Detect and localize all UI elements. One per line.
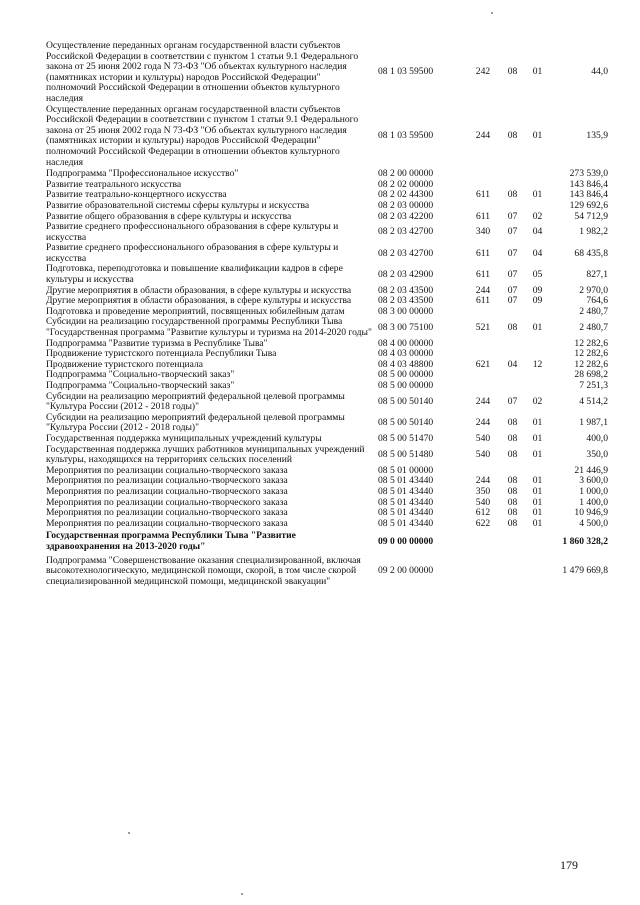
scan-speck — [241, 893, 243, 895]
row-expense-type: 244 — [475, 284, 491, 296]
row-description: Другие мероприятия в области образования, в сфере культуры и искусства — [46, 295, 352, 307]
row-amount: 400,0 — [586, 432, 608, 444]
row-target-code: 08 2 03 43500 — [378, 284, 434, 296]
row-subsection: 01 — [532, 496, 543, 508]
row-expense-type: 521 — [475, 321, 491, 333]
row-expense-type: 540 — [475, 432, 491, 444]
row-section: 04 — [507, 358, 518, 370]
row-subsection: 04 — [532, 247, 543, 259]
row-subsection — [525, 168, 550, 180]
row-description: Мероприятия по реализации социально-творческого заказа — [46, 475, 288, 487]
row-target-code: 09 0 00 00000 — [378, 535, 434, 547]
row-description: Осуществление переданных органам государственной власти субъектов Российской Федерации в соответствии с пунктом 1 статьи 9.1 Федерального закона от 25 июня 2002 года N 73-ФЗ "Об объектах культурного наследия (памятниках истории и культуры) народов Российской Федерации" полномочий Российской Федерации в отношении объектов культурного наследия — [46, 103, 359, 168]
row-subsection: 01 — [532, 448, 543, 460]
row-section — [500, 201, 525, 212]
row-amount: 2 970,0 — [579, 284, 608, 296]
row-description: Мероприятия по реализации социально-творческого заказа — [46, 517, 288, 529]
row-description: Развитие среднего профессионального образования в сфере культуры и искусства — [46, 242, 339, 264]
row-expense-type: 611 — [475, 247, 491, 259]
row-amount: 827,1 — [586, 268, 608, 280]
page-number: 179 — [560, 858, 578, 872]
row-expense-type: 611 — [475, 295, 491, 307]
row-target-code: 08 2 00 00000 — [378, 168, 434, 180]
row-section — [500, 529, 525, 552]
row-description: Мероприятия по реализации социально-творческого заказа — [46, 485, 288, 497]
row-description: Развитие театрального искусства — [46, 178, 182, 190]
row-description: Мероприятия по реализации социально-творческого заказа — [46, 507, 288, 519]
row-expense-type: 612 — [475, 507, 491, 519]
row-description: Другие мероприятия в области образования, в сфере культуры и искусства — [46, 284, 352, 296]
row-description: Осуществление переданных органам государственной власти субъектов Российской Федерации в соответствии с пунктом 1 статьи 9.1 Федерального закона от 25 июня 2002 года N 73-ФЗ "Об объектах культурного наследия (памятниках истории и культуры) народов Российской Федерации" полномочий Российской Федерации в отношении объектов культурного наследия — [46, 40, 359, 104]
row-section — [500, 381, 525, 392]
row-section: 08 — [507, 432, 518, 444]
row-amount: 1 987,1 — [579, 417, 608, 429]
row-target-code: 08 4 00 00000 — [378, 337, 434, 349]
row-target-code: 08 2 03 42700 — [378, 226, 434, 238]
row-expense-type — [466, 201, 500, 212]
row-section: 08 — [507, 485, 518, 497]
row-subsection: 01 — [532, 475, 543, 487]
row-amount: 21 446,9 — [574, 464, 608, 476]
row-subsection — [525, 339, 550, 350]
row-section: 08 — [507, 475, 518, 487]
row-description: Подпрограмма "Социально-творческий заказ" — [46, 380, 235, 391]
row-section — [500, 307, 525, 318]
row-description: Развитие общего образования в сфере культуры и искусства — [46, 210, 292, 222]
row-amount: 350,0 — [586, 448, 608, 460]
table-row — [46, 264, 608, 285]
row-target-code: 08 5 01 43440 — [378, 475, 434, 487]
table-row — [46, 243, 608, 264]
row-subsection — [525, 370, 550, 381]
row-description: Подпрограмма "Профессиональное искусство" — [46, 168, 239, 180]
row-amount: 1 400,0 — [579, 496, 608, 508]
row-description: Мероприятия по реализации социально-творческого заказа — [46, 496, 288, 508]
row-subsection: 01 — [532, 189, 543, 201]
row-description: Государственная программа Республики Тыва "Развитие здравоохранения на 2013-2020 годы" — [46, 530, 296, 552]
row-description: Продвижение туристского потенциала Республики Тыва — [46, 348, 277, 360]
row-target-code: 08 5 00 51480 — [378, 448, 434, 460]
row-target-code: 08 5 00 00000 — [378, 369, 434, 381]
row-amount: 1 860 328,2 — [562, 535, 608, 547]
row-amount: 10 946,9 — [574, 507, 608, 519]
row-expense-type: 242 — [475, 66, 491, 78]
row-description: Подпрограмма "Социально-творческий заказ" — [46, 369, 235, 381]
row-expense-type: 621 — [475, 358, 491, 370]
row-expense-type — [466, 370, 500, 381]
table-row — [46, 222, 608, 243]
row-amount: 68 435,8 — [574, 247, 608, 259]
row-description: Подпрограмма "Совершенствование оказания специализированной, включая высокотехнологическую, медицинской помощи, скорой, в том числе скорой специализированной медицинской помощи, медицинской эвакуации" — [46, 554, 361, 587]
row-amount: 1 479 669,8 — [562, 565, 608, 577]
table-row — [46, 434, 608, 445]
row-target-code: 08 2 03 42200 — [378, 210, 434, 222]
row-subsection: 02 — [532, 395, 543, 407]
row-target-code: 08 1 03 59500 — [378, 66, 434, 78]
row-section: 07 — [507, 247, 518, 259]
row-subsection: 09 — [532, 284, 543, 296]
row-subsection: 09 — [532, 295, 543, 307]
row-description: Развитие театрально-концертного искусства — [46, 189, 227, 201]
row-section: 07 — [507, 284, 518, 296]
row-subsection: 12 — [532, 358, 543, 370]
row-subsection: 01 — [532, 432, 543, 444]
row-target-code: 08 4 03 48800 — [378, 358, 434, 370]
row-target-code: 08 5 00 51470 — [378, 432, 434, 444]
row-target-code: 08 5 01 43440 — [378, 485, 434, 497]
row-section: 08 — [507, 189, 518, 201]
scan-speck — [128, 832, 130, 834]
row-target-code: 08 4 03 00000 — [378, 348, 434, 360]
row-target-code: 08 2 03 42700 — [378, 247, 434, 259]
row-expense-type: 611 — [475, 210, 491, 222]
row-target-code: 08 1 03 59500 — [378, 130, 434, 142]
row-expense-type: 611 — [475, 189, 491, 201]
row-amount: 2 480,7 — [579, 321, 608, 333]
row-subsection — [525, 381, 550, 392]
row-section: 08 — [507, 496, 518, 508]
row-target-code: 08 2 03 42900 — [378, 268, 434, 280]
row-expense-type: 340 — [475, 226, 491, 238]
row-description: Субсидии на реализацию государственной программы Республики Тыва "Государственная программа "Развитие культуры и туризма на 2014-2020 годы" — [46, 316, 372, 339]
row-expense-type: 611 — [475, 268, 491, 280]
row-amount: 4 500,0 — [579, 517, 608, 529]
table-row — [46, 105, 608, 169]
row-section: 08 — [507, 517, 518, 529]
table-row — [46, 413, 608, 434]
row-section: 08 — [507, 417, 518, 429]
row-section: 07 — [507, 210, 518, 222]
table-row — [46, 41, 608, 105]
scan-speck — [491, 12, 493, 14]
table-row — [46, 201, 608, 212]
table-row — [46, 529, 608, 552]
row-amount: 1 982,2 — [579, 226, 608, 238]
row-amount: 3 600,0 — [579, 475, 608, 487]
row-expense-type — [466, 381, 500, 392]
table-row — [46, 317, 608, 338]
row-amount: 129 692,6 — [569, 199, 608, 211]
row-amount: 12 282,6 — [574, 337, 608, 349]
row-target-code: 08 5 00 00000 — [378, 380, 434, 391]
row-subsection: 01 — [532, 130, 543, 142]
row-expense-type: 540 — [475, 448, 491, 460]
table-row — [46, 392, 608, 413]
table-row — [46, 519, 608, 530]
row-subsection: 01 — [532, 321, 543, 333]
row-subsection: 05 — [532, 268, 543, 280]
row-section: 07 — [507, 268, 518, 280]
row-amount: 2 480,7 — [579, 305, 608, 317]
row-description: Государственная поддержка муниципальных учреждений культуры — [46, 432, 322, 444]
row-amount: 135,9 — [586, 130, 608, 142]
row-amount: 764,6 — [586, 295, 608, 307]
row-target-code: 08 2 02 00000 — [378, 178, 434, 190]
row-expense-type: 244 — [475, 417, 491, 429]
row-expense-type: 350 — [475, 485, 491, 497]
row-target-code: 08 5 00 50140 — [378, 395, 434, 407]
row-amount: 4 514,2 — [579, 395, 608, 407]
row-description: Развитие образовательной системы сферы культуры и искусства — [46, 199, 310, 211]
row-description: Мероприятия по реализации социально-творческого заказа — [46, 464, 288, 476]
row-target-code: 08 2 03 00000 — [378, 199, 434, 211]
row-section: 08 — [507, 507, 518, 519]
row-description: Подпрограмма "Развитие туризма в Республике Тыва" — [46, 337, 268, 349]
row-amount: 143 846,4 — [569, 178, 608, 190]
row-target-code: 08 5 01 43440 — [378, 496, 434, 508]
row-description: Субсидии на реализацию мероприятий федеральной целевой программы "Культура России (2012 - 2018 годы)" — [46, 411, 345, 434]
row-amount: 12 282,6 — [574, 358, 608, 370]
row-amount: 44,0 — [591, 66, 608, 78]
row-subsection: 01 — [532, 507, 543, 519]
row-target-code: 08 5 00 50140 — [378, 417, 434, 429]
row-target-code: 08 5 01 43440 — [378, 517, 434, 529]
row-target-code: 09 2 00 00000 — [378, 565, 434, 577]
row-target-code: 08 2 03 43500 — [378, 295, 434, 307]
table-row — [46, 487, 608, 498]
table-row — [46, 445, 608, 466]
row-amount: 143 846,4 — [569, 189, 608, 201]
row-subsection — [525, 307, 550, 318]
row-section — [500, 168, 525, 180]
row-target-code: 08 3 00 75100 — [378, 321, 434, 333]
row-amount: 54 712,9 — [574, 210, 608, 222]
row-section: 07 — [507, 395, 518, 407]
row-amount: 28 698,2 — [574, 369, 608, 381]
row-subsection: 02 — [532, 210, 543, 222]
row-subsection: 04 — [532, 226, 543, 238]
row-expense-type — [466, 168, 500, 180]
row-subsection: 01 — [532, 517, 543, 529]
row-expense-type: 244 — [475, 475, 491, 487]
row-expense-type — [466, 553, 500, 588]
table-row — [46, 553, 608, 588]
row-expense-type — [466, 529, 500, 552]
row-subsection — [525, 553, 550, 588]
row-section — [500, 339, 525, 350]
row-section: 08 — [507, 448, 518, 460]
row-section: 08 — [507, 66, 518, 78]
row-description: Подготовка, переподготовка и повышение квалификации кадров в сфере культуры и искусства — [46, 263, 343, 286]
row-section — [500, 553, 525, 588]
row-section: 07 — [507, 226, 518, 238]
row-expense-type — [466, 307, 500, 318]
row-expense-type: 244 — [475, 395, 491, 407]
row-description: Субсидии на реализацию мероприятий федеральной целевой программы "Культура России (2012 - 2018 годы)" — [46, 390, 345, 413]
row-expense-type: 244 — [475, 130, 491, 142]
row-section: 08 — [507, 130, 518, 142]
row-subsection — [525, 529, 550, 552]
row-description: Государственная поддержка лучших работников муниципальных учреждений культуры, находящихся на территориях сельских поселений — [46, 443, 365, 466]
row-target-code: 08 5 01 00000 — [378, 464, 434, 476]
row-amount: 7 251,3 — [579, 380, 608, 391]
row-expense-type — [466, 339, 500, 350]
row-amount: 12 282,6 — [574, 348, 608, 360]
row-expense-type: 540 — [475, 496, 491, 508]
row-subsection: 01 — [532, 66, 543, 78]
budget-table — [46, 41, 608, 587]
row-amount: 1 000,0 — [579, 485, 608, 497]
row-target-code: 08 3 00 00000 — [378, 305, 434, 317]
row-subsection — [525, 201, 550, 212]
table-row — [46, 381, 608, 392]
row-section: 08 — [507, 321, 518, 333]
row-description: Продвижение туристского потенциала — [46, 358, 204, 370]
row-subsection: 01 — [532, 417, 543, 429]
row-target-code: 08 2 02 44300 — [378, 189, 434, 201]
row-description: Развитие среднего профессионального образования в сфере культуры и искусства — [46, 221, 339, 243]
row-amount: 273 539,0 — [569, 168, 608, 180]
table-row — [46, 168, 608, 180]
row-subsection: 01 — [532, 485, 543, 497]
row-description: Подготовка и проведение мероприятий, посвященных юбилейным датам — [46, 305, 345, 317]
budget-table-body — [46, 41, 608, 587]
row-section: 07 — [507, 295, 518, 307]
row-section — [500, 370, 525, 381]
row-expense-type: 622 — [475, 517, 491, 529]
row-target-code: 08 5 01 43440 — [378, 507, 434, 519]
